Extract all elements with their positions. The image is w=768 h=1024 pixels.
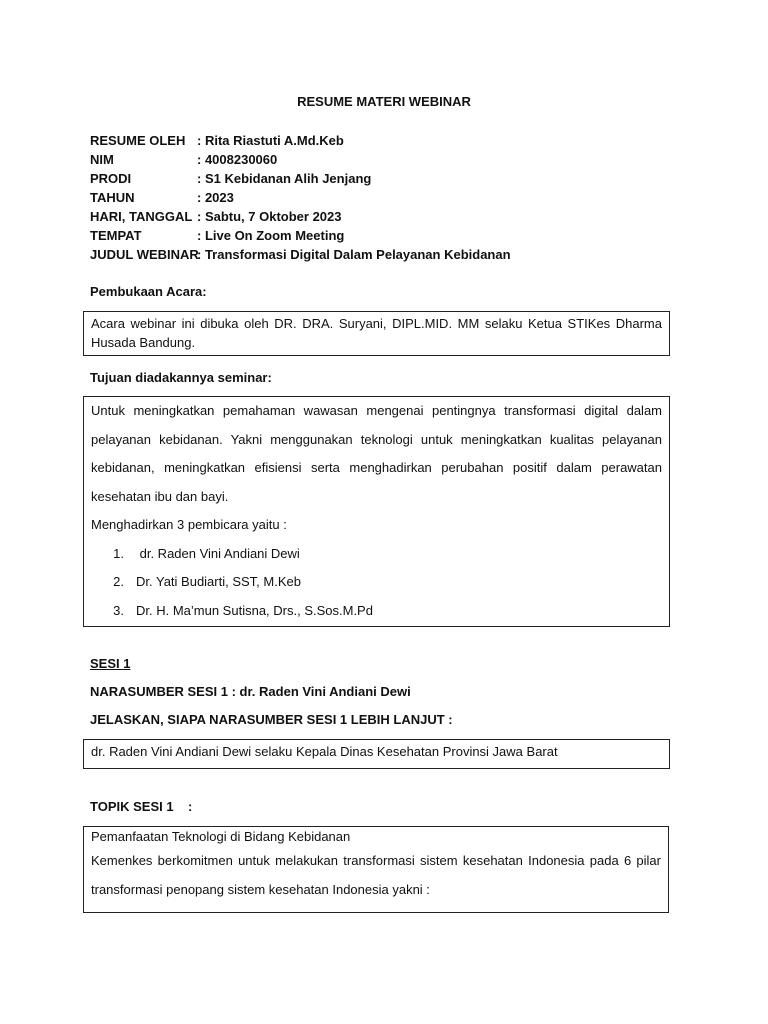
session1-topic-title: Pemanfaatan Teknologi di Bidang Kebidanan: [91, 829, 351, 844]
info-row: [90, 207, 511, 226]
document-title: RESUME MATERI WEBINAR: [297, 94, 471, 109]
info-label: JUDUL WEBINAR: [90, 247, 199, 262]
opening-text: Acara webinar ini dibuka oleh DR. DRA. Suryani, DIPL.MID. MM selaku Ketua STIKes Dharma Husada Bandung.: [91, 316, 662, 350]
session1-explain-box: [83, 739, 670, 769]
speaker-name: dr. Raden Vini Andiani Dewi: [136, 545, 300, 561]
opening-heading: Pembukaan Acara:: [90, 284, 207, 299]
purpose-box: [83, 396, 670, 627]
info-value: : 2023: [197, 190, 234, 205]
speaker-list: [91, 540, 662, 626]
info-row: [90, 150, 511, 169]
info-label: TAHUN: [90, 190, 135, 205]
opening-box: [83, 311, 670, 356]
session1-topic-heading: TOPIK SESI 1 :: [90, 799, 193, 814]
speaker-item: [91, 540, 662, 569]
speaker-item: [91, 597, 662, 626]
info-block: [90, 131, 511, 264]
info-row: [90, 226, 511, 245]
speaker-number: 3.: [113, 602, 124, 618]
info-value: : S1 Kebidanan Alih Jenjang: [197, 171, 372, 186]
info-row: [90, 131, 511, 150]
session1-explain-heading: JELASKAN, SIAPA NARASUMBER SESI 1 LEBIH LANJUT :: [90, 712, 453, 727]
info-value: : Transformasi Digital Dalam Pelayanan Kebidanan: [197, 247, 511, 262]
info-row: [90, 169, 511, 188]
info-row: [90, 188, 511, 207]
speaker-number: 2.: [113, 574, 124, 589]
info-row: [90, 245, 511, 264]
session1-explain-text: dr. Raden Vini Andiani Dewi selaku Kepala Dinas Kesehatan Provinsi Jawa Barat: [91, 744, 558, 759]
speaker-name: Dr. H. Ma’mun Sutisna, Drs., S.Sos.M.Pd: [136, 602, 373, 618]
info-label: PRODI: [90, 171, 132, 186]
info-label: RESUME OLEH: [90, 133, 186, 148]
purpose-heading: Tujuan diadakannya seminar:: [90, 370, 272, 385]
speaker-item: [91, 568, 662, 597]
info-value: : 4008230060: [197, 152, 278, 167]
purpose-text: Untuk meningkatkan pemahaman wawasan mengenai pentingnya transformasi digital dalam pelayanan kebidanan. Yakni menggunakan teknologi untuk meningkatkan kualitas pelayanan kebidanan, meningkatkan efisiensi serta menghadirkan perubahan positif dalam perawatan kesehatan ibu dan bayi.: [91, 403, 662, 504]
speaker-number: 1.: [113, 545, 124, 561]
info-label: TEMPAT: [90, 228, 142, 243]
info-label: HARI, TANGGAL: [90, 209, 193, 224]
speaker-name: Dr. Yati Budiarti, SST, M.Keb: [136, 574, 301, 589]
info-value: : Sabtu, 7 Oktober 2023: [197, 209, 342, 224]
speakers-intro: Menghadirkan 3 pembicara yaitu :: [91, 517, 287, 532]
info-value: : Rita Riastuti A.Md.Keb: [197, 133, 344, 148]
session1-title: SESI 1: [90, 656, 131, 671]
session1-topic-text: Kemenkes berkomitmen untuk melakukan transformasi sistem kesehatan Indonesia pada 6 pilar transformasi penopang sistem kesehatan Indonesia yakni :: [91, 853, 661, 897]
session1-topic-box: [83, 826, 669, 913]
info-value: : Live On Zoom Meeting: [197, 228, 345, 243]
info-label: NIM: [90, 152, 114, 167]
session1-speaker: NARASUMBER SESI 1 : dr. Raden Vini Andiani Dewi: [90, 684, 411, 699]
